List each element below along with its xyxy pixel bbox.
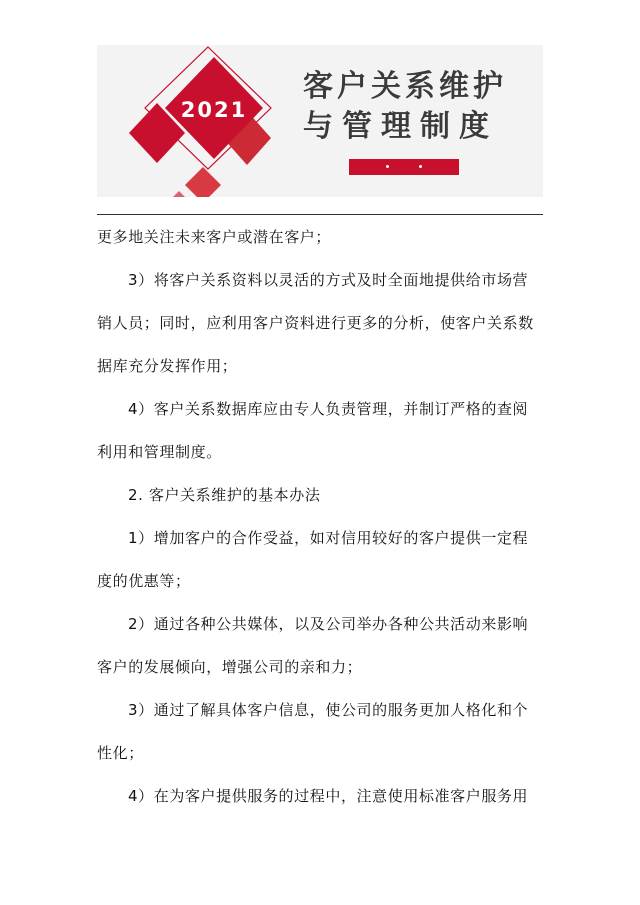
paragraph: 3）通过了解具体客户信息，使公司的服务更加人格化和个性化； [97,701,529,762]
paragraph: 3）将客户关系资料以灵活的方式及时全面地提供给市场营销人员；同时，应利用客户资料进行更多的分析，使客户关系数据库充分发挥作用； [97,271,534,375]
paragraph: 4）客户关系数据库应由专人负责管理，并制订严格的查阅利用和管理制度。 [97,400,529,461]
paragraph: 4）在为客户提供服务的过程中，注意使用标准客户服务用 [128,787,529,805]
page-title [303,67,533,147]
bar-dot-left [386,165,389,168]
section-heading: 2. 客户关系维护的基本办法 [128,486,321,504]
tiny-diamond [171,191,187,197]
header-divider [97,214,543,215]
bottom-diamond [185,167,221,197]
bar-dot-right [419,165,422,168]
title-line-2: 与管理制度 [303,109,498,144]
title-line-1: 客户关系维护 [303,69,507,104]
year-label: 2021 [180,98,248,122]
paragraph: 2）通过各种公共媒体，以及公司举办各种公共活动来影响客户的发展倾向，增强公司的亲和力； [97,615,529,676]
header-banner [97,45,543,197]
paragraph: 更多地关注未来客户或潜在客户； [97,228,332,246]
paragraph: 1）增加客户的合作受益，如对信用较好的客户提供一定程度的优惠等； [97,529,529,590]
title-underline-bar [349,159,459,175]
